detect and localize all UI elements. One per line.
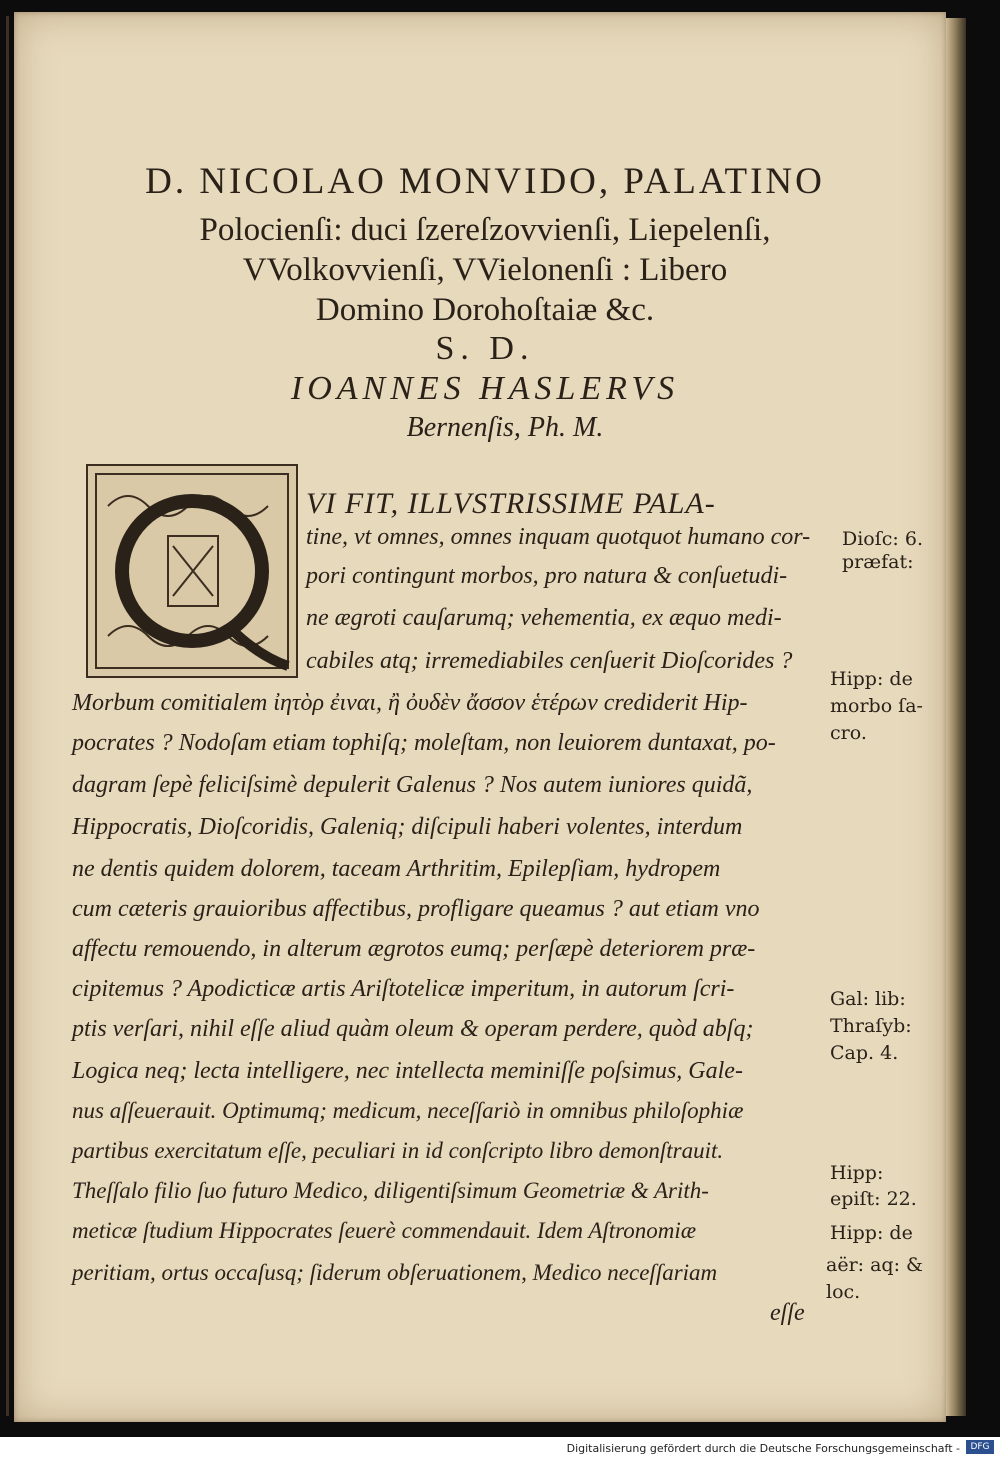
body-line: ne ægroti cauſarumq; vehementia, ex æquo medi- [306,605,782,631]
body-line: cipitemus ? Apodicticæ artis Ariſtotelicæ imperitum, in autorum ſcri- [72,976,735,1002]
dedication-line-3: VVolkovvienſi, VVielonenſi : Libero [242,252,728,288]
body-line: Theſſalo filio ſuo futuro Medico, diligentiſsimum Geometriæ & Arith- [72,1178,709,1203]
author-affiliation: Bernenſis, Ph. M. [406,412,604,443]
body-line: affectu remouendo, in alterum ægrotos eumq; perſæpè deteriorem præ- [72,936,756,962]
binding-edge [6,16,9,1416]
funding-notice: Digitalisierung gefördert durch die Deutsche Forschungsgemeinschaft - [566,1442,960,1455]
body-line: pori contingunt morbos, pro natura & conſuetudi- [306,563,788,589]
dfg-logo: DFG [966,1440,994,1454]
margin-note: Gal: lib: [830,988,906,1010]
dedication-line-2: Polocienſi: duci ſzereſzovvienſi, Liepelenſi, [199,212,771,248]
initial-illustration [88,466,296,676]
body-line: peritiam, ortus occaſusq; ſiderum obſeruationem, Medico neceſſariam [72,1260,718,1285]
margin-note: loc. [826,1281,861,1303]
body-line: partibus exercitatum eſſe, peculiari in id conſcripto libro demonſtrauit. [72,1138,724,1163]
body-line: dagram ſepè feliciſsimè depulerit Galenus ? Nos autem iuniores quidã, [72,772,753,798]
margin-note: Thraſyb: [830,1015,912,1037]
body-line: Logica neq; lecta intelligere, nec intellecta meminiſſe poſsimus, Gale- [72,1058,743,1084]
body-line: Hippocratis, Dioſcoridis, Galeniq; diſcipuli haberi volentes, interdum [72,814,743,840]
body-line: pocrates ? Nodoſam etiam tophiſq; moleſtam, non leuiorem duntaxat, po- [72,730,776,756]
margin-note: morbo ſa- [830,695,923,717]
margin-note: cro. [830,722,867,744]
catchword: eſſe [770,1300,805,1326]
margin-note: Cap. 4. [830,1042,899,1064]
salutation: S. D. [435,330,535,367]
margin-note: præfat: [842,551,914,573]
margin-note: Hipp: [830,1162,884,1184]
dedication-line-4: Domino Dorohoſtaiæ &c. [315,292,655,328]
page-edge [946,18,966,1416]
margin-note: Hipp: de [830,668,913,690]
body-line: meticæ ſtudium Hippocrates ſeuerè commendauit. Idem Aſtronomiæ [72,1218,697,1243]
dedication-title: D. NICOLAO MONVIDO, PALATINO [145,161,825,202]
body-line: cabiles atq; irremediabiles cenſuerit Dioſcorides ? [306,648,793,674]
margin-note: Dioſc: 6. [842,528,923,550]
decorated-initial [86,464,298,678]
body-line: ne dentis quidem dolorem, taceam Arthritim, Epilepſiam, hydropem [72,856,721,882]
margin-note: epiſt: 22. [830,1188,917,1210]
margin-note: aër: aq: & [826,1254,923,1276]
body-line: Morbum comitialem ἰητὸρ ἐιναι, ἢ ὀυδὲν ἄσσον ἑτέρων crediderit Hip- [72,690,748,716]
body-line: ptis verſari, nihil eſſe aliud quàm oleum & operam perdere, quòd abſq; [72,1016,754,1042]
body-line: VI FIT, ILLVSTRISSIME PALA- [306,487,716,520]
body-line: cum cæteris grauioribus affectibus, profligare queamus ? aut etiam vno [72,896,760,922]
body-line: tine, vt omnes, omnes inquam quotquot humano cor- [306,524,811,550]
footer-bar [0,1440,1000,1457]
body-line: nus aſſeuerauit. Optimumq; medicum, neceſſariò in omnibus philoſophiæ [72,1098,744,1123]
author-name: IOANNES HASLERVS [290,370,680,407]
margin-note: Hipp: de [830,1222,913,1244]
